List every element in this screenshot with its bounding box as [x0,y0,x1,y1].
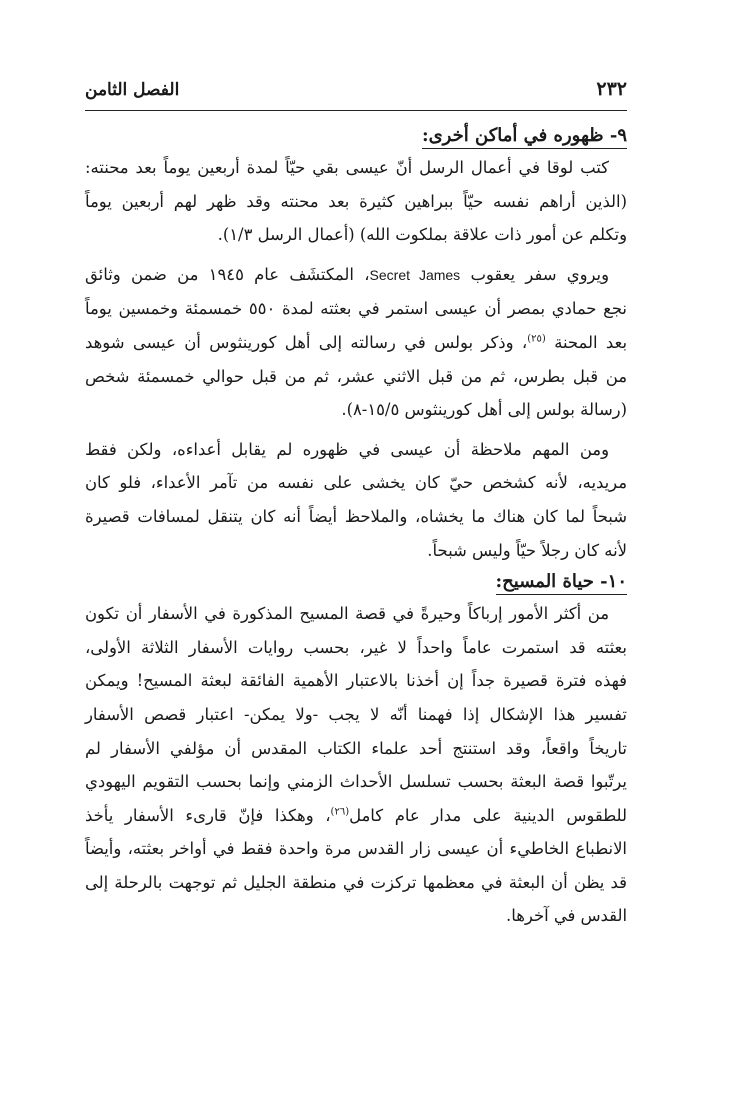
text-run: بعد المحنة [554,332,628,352]
paragraph-line: الانطباع الخاطيء أن عيسى زار القدس مرة واحدة فقط في أواخر بعثته، وأيضاً [85,839,627,859]
text-run: ، المكتشَف عام ١٩٤٥ من ضمن وثائق [85,264,370,284]
paragraph-line: القدس في آخرها. [506,906,627,926]
latin-title: Secret James [369,266,461,283]
book-page [85,78,627,933]
heading-underline [422,148,627,149]
footnote-marker: (٢٥) [527,333,546,345]
paragraph-line: فهذه فترة قصيرة جداً إن أخذنا بالاعتبار الأهمية الفائقة لبعثة المسيح! ويمكن [85,671,627,691]
paragraph-line: (الذين أراهم نفسه حيّاً ببراهين كثيرة بعد محنته وقد ظهر لهم أربعين يوماً [85,191,627,211]
section-9 [85,125,627,567]
footnote-marker: (٢٦) [330,806,350,818]
text-run: ويروي سفر يعقوب [460,264,610,284]
paragraph-line: (رسالة بولس إلى أهل كورينثوس ١٥/٥-٨). [341,400,627,420]
paragraph-line: من قبل بطرس، ثم من قبل الاثني عشر، ثم من قبل حوالي خمسمئة شخص [85,366,627,386]
section-9-paragraph-1 [85,151,627,252]
section-9-heading [422,125,627,149]
section-10-heading [496,571,627,595]
header-rule [85,110,627,111]
text-run: ، وهكذا فإنّ قارىء الأسفار يأخذ [85,805,331,825]
section-10-paragraph-1 [85,597,627,933]
paragraph-line: شبحاً لما كان هناك ما يخشاه، والملاحظ أيضاً أنه كان يتنقل لمسافات قصيرة [85,506,627,526]
page-number: ٢٣٢ [596,78,627,100]
paragraph-line: ومن المهم ملاحظة أن عيسى في ظهوره لم يقابل أعداءه، ولكن فقط [85,439,609,459]
chapter-title: الفصل الثامن [85,80,180,100]
paragraph-line: كتب لوقا في أعمال الرسل أنّ عيسى بقي حيّاً لمدة أربعين يوماً بعد محنته: [85,158,609,177]
paragraph-line: يرتّبوا قصة البعثة بحسب تسلسل الأحداث الزمني وإنما بحسب التقويم اليهودي [85,772,627,792]
section-9-heading-text: ٩- ظهوره في أماكن أخرى: [421,125,627,146]
section-9-paragraph-2 [85,258,627,427]
paragraph-line: لأنه كان رجلاً حيّاً وليس شبحاً. [427,540,627,560]
paragraph-line [85,326,627,360]
page-header [85,78,627,108]
paragraph-line [85,799,627,833]
paragraph-line: مريديه، لأنه كشخص حيّ كان يخشى على نفسه من تآمر الأعداء، فلو كان [85,473,627,493]
paragraph-line: تفسير هذا الإشكال إذا فهمنا أنّه لا يجب -ولا يمكن- اعتبار قصص الأسفار [85,704,627,724]
paragraph-line: قد يظن أن البعثة في معظمها تركزت في منطقة الجليل ثم توجهت بالرحلة إلى [85,872,627,892]
text-run: للطقوس الدينية على مدار عام كامل [349,805,627,825]
paragraph-line: من أكثر الأمور إرباكاً وحيرةً في قصة المسيح المذكورة في الأسفار أن تكون [85,604,609,624]
section-9-paragraph-3 [85,433,627,567]
heading-underline [496,594,627,595]
paragraph-line: نجع حمادي بمصر أن عيسى استمر في بعثته لمدة ٥٥٠ خمسمئة وخمسين يوماً [85,299,627,319]
paragraph-line [85,258,627,293]
paragraph-line: تاريخاً واقعاً، وقد استنتج أحد علماء الكتاب المقدس أن مؤلفي الأسفار لم [85,738,627,758]
paragraph-line: وتكلم عن أمور ذات علاقة بملكوت الله) (أعمال الرسل ١/٣). [217,225,627,245]
paragraph-line: بعثته قد استمرت عاماً واحداً لا غير، بحسب روايات الأسفار الثلاثة الأولى، [85,637,627,657]
section-10 [85,571,627,933]
text-run: ، وذكر بولس في رسالته إلى أهل كورينثوس أن عيسى شوهد [85,332,528,352]
section-10-heading-text: ١٠- حياة المسيح: [495,571,627,593]
